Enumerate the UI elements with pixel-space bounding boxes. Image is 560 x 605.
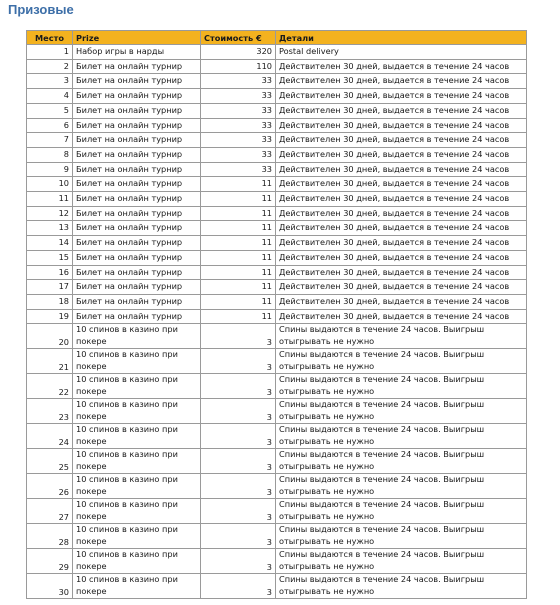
cell-cost: 3 bbox=[201, 399, 276, 424]
cell-place: 15 bbox=[27, 250, 73, 265]
cell-details-line: Спины выдаются в течение 24 часов. Выигрыш bbox=[279, 449, 485, 460]
cell-details-line: Спины выдаются в течение 24 часов. Выигрыш bbox=[279, 524, 485, 535]
table-row bbox=[27, 474, 527, 499]
cell-cost: 33 bbox=[201, 74, 276, 89]
cell-prize: Билет на онлайн турнир bbox=[73, 192, 201, 207]
cell-details-line: Спины выдаются в течение 24 часов. Выигрыш bbox=[279, 549, 485, 560]
cell-prize: Билет на онлайн турнир bbox=[73, 309, 201, 324]
cell-details: Действителен 30 дней, выдается в течение 24 часов bbox=[276, 89, 527, 104]
cell-place: 8 bbox=[27, 147, 73, 162]
cell-prize-line: покере bbox=[76, 410, 107, 421]
table-row bbox=[27, 147, 527, 162]
cell-cost: 11 bbox=[201, 206, 276, 221]
cell-cost: 33 bbox=[201, 118, 276, 133]
cell-prize: Билет на онлайн турнир bbox=[73, 265, 201, 280]
cell-cost: 110 bbox=[201, 59, 276, 74]
cell-place: 19 bbox=[27, 309, 73, 324]
cell-details: Действителен 30 дней, выдается в течение 24 часов bbox=[276, 118, 527, 133]
cell-details: Действителен 30 дней, выдается в течение 24 часов bbox=[276, 133, 527, 148]
cell-prize-line: 10 спинов в казино при bbox=[76, 349, 178, 360]
cell-details: Postal delivery bbox=[276, 45, 527, 60]
cell-place: 12 bbox=[27, 206, 73, 221]
cell-prize-line: 10 спинов в казино при bbox=[76, 374, 178, 385]
header-prize: Prize bbox=[73, 31, 201, 45]
cell-prize-line: 10 спинов в казино при bbox=[76, 449, 178, 460]
cell-prize bbox=[73, 399, 201, 424]
cell-details-line: Спины выдаются в течение 24 часов. Выигрыш bbox=[279, 474, 485, 485]
cell-prize: Билет на онлайн турнир bbox=[73, 59, 201, 74]
cell-details-line: отыгрывать не нужно bbox=[279, 560, 375, 571]
cell-place: 4 bbox=[27, 89, 73, 104]
table-row bbox=[27, 524, 527, 549]
cell-prize-line: 10 спинов в казино при bbox=[76, 524, 178, 535]
cell-prize-line: покере bbox=[76, 385, 107, 396]
cell-cost: 11 bbox=[201, 294, 276, 309]
table-row bbox=[27, 250, 527, 265]
table-row bbox=[27, 74, 527, 89]
cell-prize: Билет на онлайн турнир bbox=[73, 74, 201, 89]
cell-cost: 11 bbox=[201, 309, 276, 324]
table-row bbox=[27, 192, 527, 207]
cell-prize bbox=[73, 474, 201, 499]
cell-prize: Билет на онлайн турнир bbox=[73, 133, 201, 148]
table-row bbox=[27, 236, 527, 251]
cell-place: 21 bbox=[27, 349, 73, 374]
cell-prize: Билет на онлайн турнир bbox=[73, 103, 201, 118]
cell-details bbox=[276, 324, 527, 349]
cell-details: Действителен 30 дней, выдается в течение 24 часов bbox=[276, 294, 527, 309]
cell-details: Действителен 30 дней, выдается в течение 24 часов bbox=[276, 59, 527, 74]
cell-cost: 3 bbox=[201, 499, 276, 524]
cell-details-line: отыгрывать не нужно bbox=[279, 335, 375, 346]
cell-prize: Билет на онлайн турнир bbox=[73, 206, 201, 221]
table-row bbox=[27, 499, 527, 524]
cell-prize-line: покере bbox=[76, 485, 107, 496]
table-row bbox=[27, 324, 527, 349]
cell-place: 22 bbox=[27, 374, 73, 399]
cell-place: 2 bbox=[27, 59, 73, 74]
table-row bbox=[27, 424, 527, 449]
cell-place: 27 bbox=[27, 499, 73, 524]
cell-details-line: отыгрывать не нужно bbox=[279, 460, 375, 471]
cell-prize: Билет на онлайн турнир bbox=[73, 280, 201, 295]
cell-details-line: отыгрывать не нужно bbox=[279, 510, 375, 521]
table-row bbox=[27, 309, 527, 324]
table-row bbox=[27, 221, 527, 236]
cell-place: 26 bbox=[27, 474, 73, 499]
cell-prize bbox=[73, 349, 201, 374]
cell-place: 16 bbox=[27, 265, 73, 280]
cell-cost: 33 bbox=[201, 89, 276, 104]
cell-details bbox=[276, 524, 527, 549]
cell-place: 29 bbox=[27, 549, 73, 574]
cell-place: 13 bbox=[27, 221, 73, 236]
cell-details-line: отыгрывать не нужно bbox=[279, 435, 375, 446]
cell-prize-line: покере bbox=[76, 560, 107, 571]
cell-cost: 33 bbox=[201, 103, 276, 118]
table-row bbox=[27, 118, 527, 133]
cell-details bbox=[276, 574, 527, 599]
cell-details-line: Спины выдаются в течение 24 часов. Выигрыш bbox=[279, 574, 485, 585]
cell-details bbox=[276, 549, 527, 574]
cell-cost: 33 bbox=[201, 133, 276, 148]
cell-prize: Билет на онлайн турнир bbox=[73, 236, 201, 251]
cell-prize-line: 10 спинов в казино при bbox=[76, 424, 178, 435]
cell-details bbox=[276, 399, 527, 424]
table-row bbox=[27, 349, 527, 374]
prizes-table bbox=[26, 30, 527, 599]
cell-details-line: отыгрывать не нужно bbox=[279, 360, 375, 371]
cell-cost: 11 bbox=[201, 221, 276, 236]
cell-place: 7 bbox=[27, 133, 73, 148]
cell-prize-line: покере bbox=[76, 460, 107, 471]
cell-details: Действителен 30 дней, выдается в течение 24 часов bbox=[276, 309, 527, 324]
header-place: Место bbox=[27, 31, 73, 45]
cell-prize-line: покере bbox=[76, 360, 107, 371]
cell-prize: Билет на онлайн турнир bbox=[73, 250, 201, 265]
cell-prize: Набор игры в нарды bbox=[73, 45, 201, 60]
cell-place: 28 bbox=[27, 524, 73, 549]
table-body bbox=[27, 45, 527, 599]
cell-details-line: Спины выдаются в течение 24 часов. Выигрыш bbox=[279, 324, 485, 335]
cell-cost: 3 bbox=[201, 349, 276, 374]
cell-cost: 3 bbox=[201, 549, 276, 574]
cell-details: Действителен 30 дней, выдается в течение 24 часов bbox=[276, 250, 527, 265]
table-row bbox=[27, 206, 527, 221]
table-row bbox=[27, 280, 527, 295]
cell-details bbox=[276, 374, 527, 399]
cell-place: 24 bbox=[27, 424, 73, 449]
cell-prize bbox=[73, 574, 201, 599]
cell-prize-line: 10 спинов в казино при bbox=[76, 474, 178, 485]
header-details: Детали bbox=[276, 31, 527, 45]
cell-cost: 3 bbox=[201, 449, 276, 474]
table-row bbox=[27, 59, 527, 74]
cell-details: Действителен 30 дней, выдается в течение 24 часов bbox=[276, 280, 527, 295]
cell-details: Действителен 30 дней, выдается в течение 24 часов bbox=[276, 74, 527, 89]
cell-cost: 3 bbox=[201, 474, 276, 499]
cell-prize bbox=[73, 449, 201, 474]
cell-place: 17 bbox=[27, 280, 73, 295]
cell-place: 9 bbox=[27, 162, 73, 177]
cell-place: 11 bbox=[27, 192, 73, 207]
cell-details-line: Спины выдаются в течение 24 часов. Выигрыш bbox=[279, 424, 485, 435]
table-row bbox=[27, 177, 527, 192]
table-row bbox=[27, 549, 527, 574]
cell-details-line: Спины выдаются в течение 24 часов. Выигрыш bbox=[279, 499, 485, 510]
cell-prize-line: 10 спинов в казино при bbox=[76, 574, 178, 585]
cell-cost: 11 bbox=[201, 250, 276, 265]
cell-details: Действителен 30 дней, выдается в течение 24 часов bbox=[276, 265, 527, 280]
cell-prize-line: 10 спинов в казино при bbox=[76, 549, 178, 560]
cell-prize: Билет на онлайн турнир bbox=[73, 89, 201, 104]
cell-place: 20 bbox=[27, 324, 73, 349]
cell-place: 30 bbox=[27, 574, 73, 599]
table-row bbox=[27, 162, 527, 177]
cell-cost: 3 bbox=[201, 324, 276, 349]
cell-cost: 3 bbox=[201, 424, 276, 449]
cell-cost: 3 bbox=[201, 374, 276, 399]
table-row bbox=[27, 449, 527, 474]
cell-cost: 320 bbox=[201, 45, 276, 60]
cell-place: 6 bbox=[27, 118, 73, 133]
cell-details-line: отыгрывать не нужно bbox=[279, 535, 375, 546]
cell-cost: 33 bbox=[201, 147, 276, 162]
cell-prize: Билет на онлайн турнир bbox=[73, 177, 201, 192]
cell-prize: Билет на онлайн турнир bbox=[73, 221, 201, 236]
cell-details-line: Спины выдаются в течение 24 часов. Выигрыш bbox=[279, 374, 485, 385]
table-row bbox=[27, 294, 527, 309]
cell-details-line: Спины выдаются в течение 24 часов. Выигрыш bbox=[279, 349, 485, 360]
cell-cost: 11 bbox=[201, 280, 276, 295]
prizes-table-container bbox=[26, 30, 526, 599]
cell-details-line: отыгрывать не нужно bbox=[279, 385, 375, 396]
cell-place: 14 bbox=[27, 236, 73, 251]
table-row bbox=[27, 89, 527, 104]
table-row bbox=[27, 265, 527, 280]
cell-cost: 11 bbox=[201, 236, 276, 251]
cell-details: Действителен 30 дней, выдается в течение 24 часов bbox=[276, 236, 527, 251]
cell-details bbox=[276, 474, 527, 499]
cell-cost: 11 bbox=[201, 192, 276, 207]
cell-prize bbox=[73, 324, 201, 349]
cell-details-line: отыгрывать не нужно bbox=[279, 585, 375, 596]
header-cost: Стоимость € bbox=[201, 31, 276, 45]
cell-details-line: отыгрывать не нужно bbox=[279, 410, 375, 421]
cell-details: Действителен 30 дней, выдается в течение 24 часов bbox=[276, 147, 527, 162]
cell-cost: 11 bbox=[201, 265, 276, 280]
cell-prize bbox=[73, 374, 201, 399]
cell-details: Действителен 30 дней, выдается в течение 24 часов bbox=[276, 177, 527, 192]
cell-cost: 3 bbox=[201, 524, 276, 549]
cell-details bbox=[276, 449, 527, 474]
cell-prize-line: покере bbox=[76, 535, 107, 546]
cell-place: 5 bbox=[27, 103, 73, 118]
cell-details: Действителен 30 дней, выдается в течение 24 часов bbox=[276, 221, 527, 236]
cell-prize: Билет на онлайн турнир bbox=[73, 162, 201, 177]
cell-cost: 33 bbox=[201, 162, 276, 177]
cell-details bbox=[276, 499, 527, 524]
table-row bbox=[27, 574, 527, 599]
cell-cost: 3 bbox=[201, 574, 276, 599]
cell-details: Действителен 30 дней, выдается в течение 24 часов bbox=[276, 162, 527, 177]
cell-prize-line: покере bbox=[76, 585, 107, 596]
table-header-row bbox=[27, 31, 527, 45]
cell-prize bbox=[73, 524, 201, 549]
cell-place: 10 bbox=[27, 177, 73, 192]
cell-place: 3 bbox=[27, 74, 73, 89]
cell-details bbox=[276, 424, 527, 449]
table-row bbox=[27, 103, 527, 118]
table-row bbox=[27, 374, 527, 399]
cell-place: 25 bbox=[27, 449, 73, 474]
cell-prize-line: покере bbox=[76, 335, 107, 346]
cell-place: 1 bbox=[27, 45, 73, 60]
cell-details-line: отыгрывать не нужно bbox=[279, 485, 375, 496]
cell-prize: Билет на онлайн турнир bbox=[73, 294, 201, 309]
cell-prize: Билет на онлайн турнир bbox=[73, 147, 201, 162]
cell-details-line: Спины выдаются в течение 24 часов. Выигрыш bbox=[279, 399, 485, 410]
cell-prize-line: 10 спинов в казино при bbox=[76, 399, 178, 410]
cell-prize-line: покере bbox=[76, 435, 107, 446]
cell-prize-line: 10 спинов в казино при bbox=[76, 324, 178, 335]
cell-details: Действителен 30 дней, выдается в течение 24 часов bbox=[276, 103, 527, 118]
table-row bbox=[27, 45, 527, 60]
cell-prize-line: покере bbox=[76, 510, 107, 521]
cell-place: 23 bbox=[27, 399, 73, 424]
cell-details: Действителен 30 дней, выдается в течение 24 часов bbox=[276, 192, 527, 207]
cell-prize bbox=[73, 549, 201, 574]
table-row bbox=[27, 133, 527, 148]
cell-prize: Билет на онлайн турнир bbox=[73, 118, 201, 133]
page-title: Призовые bbox=[8, 2, 74, 17]
cell-prize bbox=[73, 499, 201, 524]
cell-place: 18 bbox=[27, 294, 73, 309]
cell-details bbox=[276, 349, 527, 374]
table-row bbox=[27, 399, 527, 424]
cell-cost: 11 bbox=[201, 177, 276, 192]
cell-details: Действителен 30 дней, выдается в течение 24 часов bbox=[276, 206, 527, 221]
cell-prize bbox=[73, 424, 201, 449]
cell-prize-line: 10 спинов в казино при bbox=[76, 499, 178, 510]
